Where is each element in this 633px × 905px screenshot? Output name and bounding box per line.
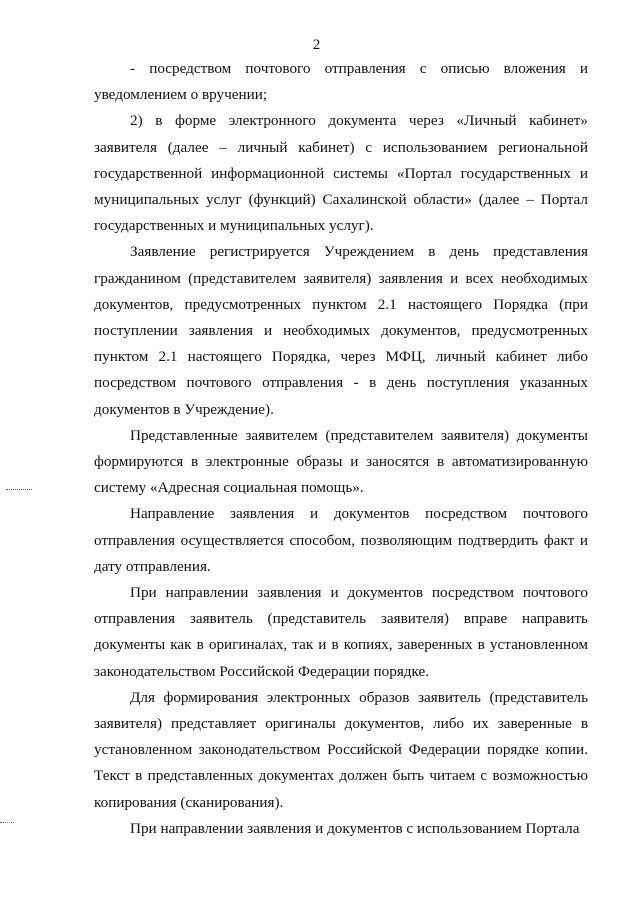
paragraph-forming-images: Для формирования электронных образов заявитель (представитель заявителя) представляет оригиналы документов, либо их заверенные в установленном законодательством Российской Федерации порядке копии. Текст в представленных документах должен быть читаем с возможностью копирования (сканирования).: [94, 688, 588, 811]
margin-scan-mark: [6, 489, 32, 490]
paragraph-electronic-document: 2) в форме электронного документа через «Личный кабинет» заявителя (далее – личный кабинет) с использованием региональной государственной информационной системы «Портал государственных и муниципальных услуг (функций) Сахалинской области» (далее – Портал государственных и муниципальных услуг).: [94, 112, 588, 235]
document-body: [94, 56, 588, 842]
margin-scan-mark: [0, 822, 14, 823]
paragraph-portal-submission: При направлении заявления и документов с использованием Портала: [130, 819, 580, 837]
paragraph-registration: Заявление регистрируется Учреждением в день представления гражданином (представителем заявителя) заявления и всех необходимых документов, предусмотренных пунктом 2.1 настоящего Порядка (при поступлении заявления и необходимых документов, предусмотренных пунктом 2.1 настоящего Порядка, через МФЦ, личный кабинет либо посредством почтового отправления - в день поступления указанных документов в Учреждение).: [94, 243, 588, 418]
page-number: 2: [312, 37, 321, 53]
paragraph-postal-method: Направление заявления и документов посредством почтового отправления осуществляется способом, позволяющим подтвердить факт и дату отправления.: [94, 505, 588, 575]
paragraph-postal-delivery: - посредством почтового отправления с описью вложения и уведомлением о вручении;: [94, 60, 588, 104]
paragraph-electronic-images: Представленные заявителем (представителем заявителя) документы формируются в электронные образы и заносятся в автоматизированную систему «Адресная социальная помощь».: [94, 426, 588, 497]
paragraph-originals-or-copies: При направлении заявления и документов посредством почтового отправления заявитель (представитель заявителя) вправе направить документы как в оригиналах, так и в копиях, заверенных в установленном законодательством Российской Федерации порядке.: [94, 584, 588, 680]
